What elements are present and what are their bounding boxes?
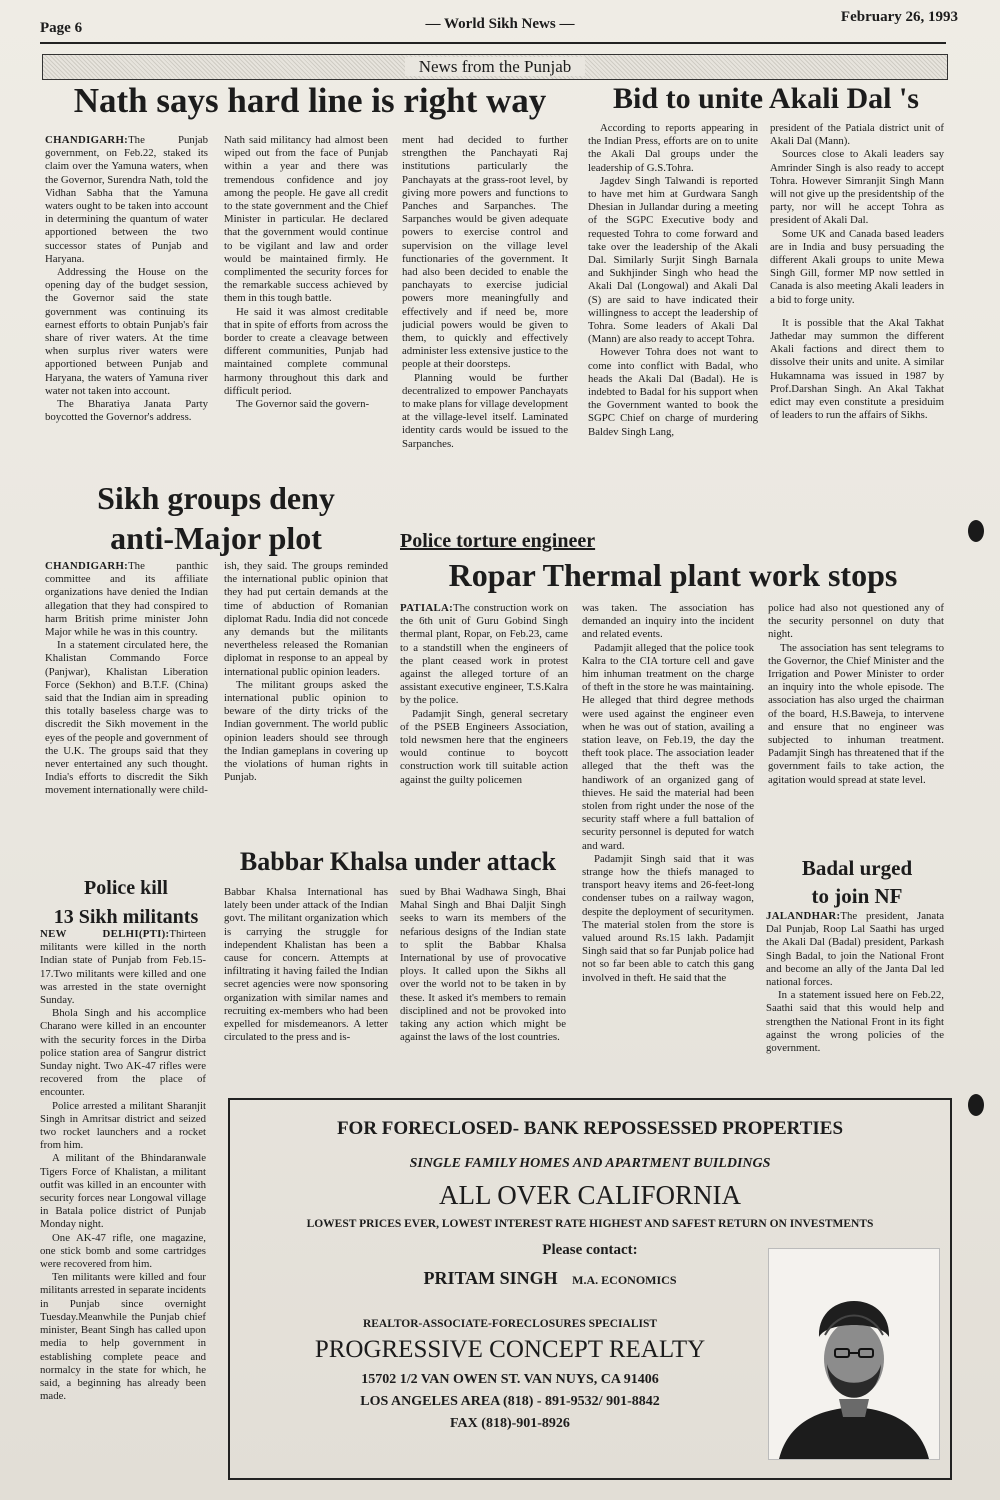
akali-col-1 <box>588 122 758 530</box>
badal-headline <box>764 854 950 910</box>
police-para: Ten militants were killed and four militants arrested in separate incidents in Punjab since overnight Tuesday.Meanwhile the Punjab chief minister, Beant Singh has called upon media to help government in establishing complete peace and normalcy in the state for which, he said, a beginning has already been made. <box>40 1271 206 1403</box>
sikh-dateline: CHANDIGARH: <box>45 560 129 572</box>
ropar-para: was taken. The association has demanded an inquiry into the incident and related events. <box>582 602 754 641</box>
police-para: Bhola Singh and his accomplice Charano were killed in an encounter with the security forces in the Dirba police station area of Sangrur district Sunday night. Two AK-47 rifles were recovered from the place of encounter. <box>40 1007 206 1099</box>
sikh-headline-line-1: Sikh groups deny <box>97 480 335 516</box>
police-para: Police arrested a militant Sharanjit Singh in Amritsar district and seized two rocket launchers and a rocket from him. <box>40 1099 206 1152</box>
badal-headline-line-1: Badal urged <box>801 856 913 880</box>
babbar-col-2 <box>400 886 566 1082</box>
nath-dateline: CHANDIGARH: <box>45 134 129 146</box>
section-band <box>42 54 948 80</box>
police-col <box>40 928 206 1474</box>
punch-hole <box>968 1094 984 1116</box>
badal-dateline: JALANDHAR: <box>766 910 841 922</box>
ad-role: REALTOR-ASSOCIATE-FORECLOSURES SPECIALIST <box>362 1318 658 1330</box>
section-title: News from the Punjab <box>405 57 586 76</box>
ropar-col-3 <box>768 602 944 840</box>
akali-para: president of the Patiala district unit of Akali Dal (Mann). <box>770 122 944 148</box>
babbar-para: Babbar Khalsa International has lately been under attack of the Indian govt. The militant organization which is carrying the struggle for independent Khalistan has been a cause for concern. Attempts at infiltrating it having failed the Indian secret agencies were now sponsoring organization with similar names and recruiting ex-members who had been expelled for misdemeanors. A letter circulated to the press and is- <box>224 886 388 1044</box>
ad-region: ALL OVER CALIFORNIA <box>439 1180 741 1210</box>
nath-col-2 <box>224 134 388 466</box>
sikh-para: ish, they said. The groups reminded the international public opinion that they had put certain demands at the time of abduction of Romanian diplomat Radu. India did not concede any demands but the militants nevertheless released the Romanian diplomat in response to an appeal by international public opinion leaders. <box>224 560 388 678</box>
sikh-headline <box>40 478 392 558</box>
ad-address: 15702 1/2 VAN OWEN ST. VAN NUYS, CA 91406 <box>361 1372 659 1387</box>
police-headline <box>40 874 212 932</box>
nath-para: CHANDIGARH:The Punjab government, on Feb.22, staked its claim over the Yamuna waters, when the Governor, Surendra Nath, told the Vidhan Sabha that the Yamuna waters ought to be taken into account in determining the quantum of water apportioned between the two successor states of Punjab and Haryana. <box>45 134 208 265</box>
ad-degree: M.A. ECONOMICS <box>572 1273 677 1287</box>
page-number: Page 6 <box>40 20 83 36</box>
akali-para: According to reports appearing in the Indian Press, efforts are on to unite the Akali Dal groups under the leadership of G.S.Tohra. <box>588 122 758 174</box>
akali-headline: Bid to unite Akali Dal 's <box>613 82 919 115</box>
nath-headline: Nath says hard line is right way <box>73 81 547 120</box>
badal-para: JALANDHAR:The president, Janata Dal Punjab, Roop Lal Saathi has urged the Akali Dal (Badal) president, Parkash Singh Badal, to join the National Front and become an ally of the Janta Dal led national forces. <box>766 910 944 989</box>
sikh-para: The militant groups asked the international public opinion to beware of the dirty tricks of the Indian government. The world public opinion leaders should see through the Indian gameplans in covering up the violations of human rights in Punjab. <box>224 678 388 784</box>
nath-para: The Governor said the govern- <box>236 398 370 411</box>
sikh-col-1 <box>45 560 208 862</box>
ropar-para: police had also not questioned any of the security personnel on duty that night. <box>768 602 944 641</box>
ad-fax: FAX (818)-901-8926 <box>450 1416 570 1431</box>
ad-name: PRITAM SINGH <box>423 1268 558 1288</box>
akali-para: It is possible that the Akal Takhat Jathedar may summon the different Akali factions and direct them to dissolve their units and unite. A similar Hukamnama was issued in 1987 by Prof.Darshan Singh. An Akal Takhat edict may even constitute a presiduim of leaders to run the affairs of Sikhs. <box>770 316 944 422</box>
nath-para: Nath said militancy had almost been wiped out from the face of Punjab within a year and there was tremendous confidence and joy among the people. He gave all credit to the state government and the Chief Minister in particular. He declared that the government would continue to be vigilant and law and order would be maintained firmly. He complimented the security forces for the remarkable success achieved by them in this tough battle. <box>224 134 388 305</box>
ropar-headline: Ropar Thermal plant work stops <box>448 557 898 593</box>
masthead-rule <box>40 42 946 44</box>
ropar-col-1 <box>400 602 568 830</box>
babbar-headline: Babbar Khalsa under attack <box>239 847 557 876</box>
ad-subtitle: SINGLE FAMILY HOMES AND APARTMENT BUILDINGS <box>409 1156 771 1171</box>
ropar-kicker: Police torture engineer <box>400 530 596 552</box>
badal-col <box>766 910 944 1094</box>
ropar-para: Padamjit Singh said that it was strange how the thiefs managed to transport heavy items and 26-feet-long condenser tubes on a railway wagon, despite the deployment of securitymen. The material stolen from the store is valued around Rs.15 lakh. Padamjit Singh said that so far Punjab police had not so far been able to catch this gang involved in theft. He said that the <box>582 852 754 984</box>
badal-headline-line-2: to join NF <box>811 884 903 908</box>
nath-para: ment had decided to further strengthen the Panchayati Raj institutions particularly the Panchayats at the grass-root level, by giving more powers and functions to Panches and Sarpanches. The Sarpanches would be given adequate powers to exercise control and supervision on the village level functionaries of the government. It had also been decided to enable the panchayats to exercise judicial powers more meaningfully and effectively and if need be, more judicial powers would be given to them, to quickly and effectively administer less extensive justice to the people at their doorsteps. <box>402 134 568 371</box>
portrait-icon <box>769 1249 939 1459</box>
police-dateline: NEW DELHI(PTI): <box>40 928 170 940</box>
paper-name: — World Sikh News — <box>425 16 575 32</box>
akali-para: Some UK and Canada based leaders are in India and busy persuading the different Akali groups to unite Mewa Singh Gill, former MP now settled in Canada is also meeting Akali leaders in a bid to forge unity. <box>770 227 944 306</box>
akali-para: However Tohra does not want to come into conflict with Badal, who heads the Akali Dal (Badal). He is indebted to Badal for his support when the Government wanted to book the SGPC Chief on charge of murdering Baldev Singh Lang, <box>588 346 758 438</box>
akali-col-2 <box>770 122 944 522</box>
ropar-para: Padamjit alleged that the police took Kalra to the CIA torture cell and gave him inhuman treatment on the charge of theft in the store he was maintaining. He alleged that third degree methods were used against the engineer even when he was out of station, availing a station leave, on Feb.19, the day the theft took place. The association leader alleged that the theft was the handiwork of an organized gang of thieves. He said the material had been stolen from right under the nose of the security staff where a full battalion of security personnel is deputed for watch and ward. <box>582 641 754 852</box>
nath-para: Addressing the House on the opening day of the budget session, the Governor said the state government was continuing its earnest efforts to obtain Punjab's fair share of river waters. At the time when surplus river waters were apportioned between Punjab and Haryana, the waters of Yamuna river water not taken into account. <box>45 266 208 397</box>
ad-phone: LOS ANGELES AREA (818) - 891-9532/ 901-8842 <box>360 1394 660 1409</box>
sikh-col-2 <box>224 560 388 842</box>
police-headline-line-2: 13 Sikh militants <box>53 906 199 928</box>
nath-col-3 <box>402 134 568 526</box>
ropar-para: PATIALA:The construction work on the 6th unit of Guru Gobind Singh thermal plant, Ropar, on Feb.23, came to a standstill when the engineers of the plant ceased work in protest against the alleged torture of an assistant executive engineer, T.S.Kalra by the police. <box>400 602 568 707</box>
ropar-col-2 <box>582 602 754 1092</box>
ad-tagline: LOWEST PRICES EVER, LOWEST INTEREST RATE HIGHEST AND SAFEST RETURN ON INVESTMENTS <box>306 1218 874 1230</box>
nath-para: Planning would be further decentralized to empower Panchayats to make plans for village development at the village-level itself. Laminated identity cards would be issued to the Sarpanches. <box>402 371 568 450</box>
realty-advertisement <box>228 1098 952 1480</box>
police-para: One AK-47 rifle, one magazine, one stick bomb and some cartridges were recovered from him. <box>40 1231 206 1271</box>
babbar-col-1 <box>224 886 388 1082</box>
police-para: A militant of the Bhindaranwale Tigers Force of Khalistan, a militant outfit was killed in an encounter with security forces near Longowal village in Batala police district of Punjab Monday night. <box>40 1152 206 1231</box>
babbar-para: sued by Bhai Wadhawa Singh, Bhai Mahal Singh and Bhai Daljit Singh seeks to warn its members of the nefarious designs of the Indian state to split the Babbar Khalsa International by use of provocative ploys. It called upon the Sikhs all over the world not to be taken in by these. It asked it's members to remain disciplined and not be provoked into taking any action which might be against the laws of the lost countries. <box>400 886 566 1044</box>
police-headline-line-1: Police kill <box>84 877 168 899</box>
ad-title: FOR FORECLOSED- BANK REPOSSESSED PROPERTIES <box>336 1118 844 1139</box>
issue-date: February 26, 1993 <box>840 9 958 25</box>
akali-para: Sources close to Akali leaders say Amrinder Singh is also ready to accept Tohra. However Simranjit Singh Mann will not give up the presidentship of the party, nor will he accept Tohra as president of Akali Dal. <box>770 148 944 227</box>
police-para: NEW DELHI(PTI):Thirteen militants were killed in the north Indian state of Punjab from Feb.15-17.Two militants were killed and one was arrested in the state overnight Sunday. <box>40 928 206 1007</box>
nath-col-1 <box>45 134 208 466</box>
akali-para: Jagdev Singh Talwandi is reported to have met him at Gurdwara Sangh Dhesian in Jullandar during a meeting of the SGPC Executive body and requested Tohra to come forward and take over the leadership of the Akali Dal. Similarly Surjit Singh Barnala and Sukhjinder Singh who head the Akali Dal (Longowal) and Akali Dal (S) are said to have indicated their willingness to accept the leadership of Tohra. Some leaders of Akali Dal (Mann) are also ready to accept Tohra. <box>588 174 758 346</box>
sikh-para: In a statement circulated here, the Khalistan Commando Force (Panjwar), Khalistan Liberation Force (Sekhon) and B.T.F. (China) said that the Indian aim in spreading this totally baseless charge was to discredit the Sikh movement in the eyes of the people and government of the U.K. The groups said that they never entertained any such thought. India's efforts to discredit the Sikh movement internationally were child- <box>45 639 208 797</box>
ropar-dateline: PATIALA: <box>400 602 453 614</box>
nath-para: The Bharatiya Janata Party boycotted the Governor's address. <box>45 398 208 424</box>
ropar-para: The association has sent telegrams to the Governor, the Chief Minister and the Irrigation and Power Minister to order an inquiry into the whole episode. The association has also urged the chairman of the board, H.S.Baweja, to intervene and ensure that no engineer was subjected to inhuman treatment. Padamjit Singh has threatened that if the government fails to take action, the agitation would spread at state level. <box>768 641 944 786</box>
badal-para: In a statement issued here on Feb.22, Saathi said that this would help and strengthen the National Front in its fight against the wrong policies of the government. <box>766 989 944 1055</box>
sikh-headline-line-2: anti-Major plot <box>110 520 322 556</box>
nath-para: He said it was almost creditable that in spite of efforts from across the border to create a cleavage between different communities, Punjab had maintained complete communal harmony throughout this dark and difficult period. <box>224 305 388 397</box>
punch-hole <box>968 520 984 542</box>
ropar-para: Padamjit Singh, general secretary of the PSEB Engineers Association, told newsmen here that the engineers would continue to boycott construction work till suitable action against the guilty policemen <box>400 707 568 786</box>
sikh-para: CHANDIGARH:The panthic committee and its affiliate organizations have denied the Indian allegation that they had conspired to harm British prime minister John Major while he was in this country. <box>45 560 208 639</box>
ad-company: PROGRESSIVE CONCEPT REALTY <box>314 1336 706 1363</box>
ad-contact-label: Please contact: <box>542 1242 638 1258</box>
ad-portrait-photo <box>768 1248 940 1460</box>
